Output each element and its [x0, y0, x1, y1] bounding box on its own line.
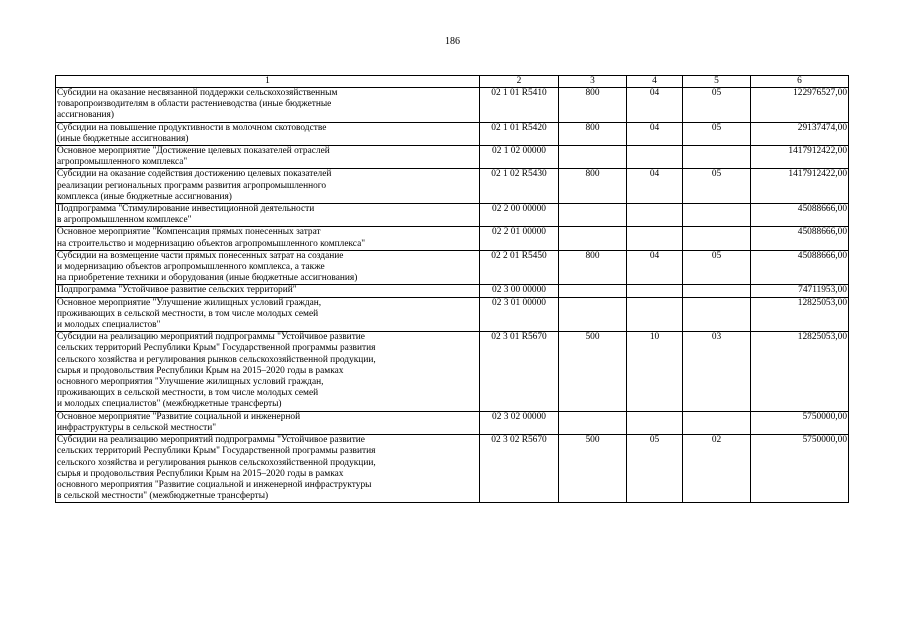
- section-cell: 10: [627, 332, 683, 411]
- subsection-cell: 05: [683, 122, 751, 145]
- column-header: 6: [751, 76, 849, 88]
- budget-code-cell: 02 1 02 00000: [480, 146, 559, 169]
- row-name-cell: Основное мероприятие "Компенсация прямых понесенных затрат на строительство и модернизацию объектов агропромышленного комплекса": [56, 227, 480, 250]
- amount-cell: 1417912422,00: [751, 146, 849, 169]
- expense-type-cell: [559, 297, 627, 332]
- budget-code-cell: 02 3 02 R5670: [480, 435, 559, 503]
- amount-cell: 12825053,00: [751, 332, 849, 411]
- amount-cell: 5750000,00: [751, 435, 849, 503]
- subsection-cell: 02: [683, 435, 751, 503]
- expense-type-cell: [559, 227, 627, 250]
- row-name-cell: Субсидии на оказание содействия достижению целевых показателей реализации региональных программ развития агропромышленного комплекса (иные бюджетные ассигнования): [56, 169, 480, 204]
- row-name-cell: Основное мероприятие "Достижение целевых показателей отраслей агропромышленного комплекса": [56, 146, 480, 169]
- row-name-cell: Подпрограмма "Стимулирование инвестиционной деятельности в агропромышленном комплексе": [56, 204, 480, 227]
- budget-code-cell: 02 2 01 00000: [480, 227, 559, 250]
- section-cell: [627, 411, 683, 434]
- section-cell: [627, 285, 683, 297]
- subsection-cell: [683, 411, 751, 434]
- budget-code-cell: 02 1 01 R5410: [480, 88, 559, 123]
- subsection-cell: 03: [683, 332, 751, 411]
- subsection-cell: 05: [683, 169, 751, 204]
- budget-code-cell: 02 3 01 R5670: [480, 332, 559, 411]
- row-name-cell: Субсидии на возмещение части прямых понесенных затрат на создание и модернизацию объектов агропромышленного комплекса, а также на приобретение техники и оборудования (иные бюджетные ассигнования): [56, 250, 480, 285]
- row-name-cell: Подпрограмма "Устойчивое развитие сельских территорий": [56, 285, 480, 297]
- section-cell: 04: [627, 169, 683, 204]
- amount-cell: 5750000,00: [751, 411, 849, 434]
- row-name-cell: Субсидии на оказание несвязанной поддержки сельскохозяйственным товаропроизводителям в области растениеводства (иные бюджетные ассигнования): [56, 88, 480, 123]
- section-cell: 04: [627, 250, 683, 285]
- subsection-cell: 05: [683, 88, 751, 123]
- expense-type-cell: 800: [559, 122, 627, 145]
- table-row: [56, 227, 849, 250]
- amount-cell: 1417912422,00: [751, 169, 849, 204]
- row-name-cell: Основное мероприятие "Улучшение жилищных условий граждан, проживающих в сельской местности, в том числе молодых семей и молодых специалистов": [56, 297, 480, 332]
- section-cell: 04: [627, 88, 683, 123]
- expense-type-cell: 500: [559, 435, 627, 503]
- table-row: [56, 250, 849, 285]
- expense-type-cell: [559, 146, 627, 169]
- section-cell: [627, 227, 683, 250]
- table-body: [56, 88, 849, 503]
- subsection-cell: [683, 204, 751, 227]
- amount-cell: 45088666,00: [751, 227, 849, 250]
- table-row: [56, 285, 849, 297]
- amount-cell: 122976527,00: [751, 88, 849, 123]
- section-cell: [627, 146, 683, 169]
- budget-table: [55, 75, 849, 503]
- budget-code-cell: 02 3 00 00000: [480, 285, 559, 297]
- expense-type-cell: [559, 204, 627, 227]
- table-row: [56, 297, 849, 332]
- column-header: 5: [683, 76, 751, 88]
- column-header: 1: [56, 76, 480, 88]
- subsection-cell: [683, 297, 751, 332]
- budget-code-cell: 02 3 02 00000: [480, 411, 559, 434]
- column-header: 2: [480, 76, 559, 88]
- amount-cell: 29137474,00: [751, 122, 849, 145]
- amount-cell: 74711953,00: [751, 285, 849, 297]
- budget-code-cell: 02 2 00 00000: [480, 204, 559, 227]
- expense-type-cell: 500: [559, 332, 627, 411]
- subsection-cell: [683, 285, 751, 297]
- section-cell: 05: [627, 435, 683, 503]
- table-row: [56, 146, 849, 169]
- amount-cell: 45088666,00: [751, 250, 849, 285]
- table-row: [56, 122, 849, 145]
- amount-cell: 12825053,00: [751, 297, 849, 332]
- subsection-cell: 05: [683, 250, 751, 285]
- row-name-cell: Субсидии на повышение продуктивности в молочном скотоводстве (иные бюджетные ассигнования): [56, 122, 480, 145]
- expense-type-cell: 800: [559, 169, 627, 204]
- column-header: 4: [627, 76, 683, 88]
- section-cell: [627, 297, 683, 332]
- expense-type-cell: 800: [559, 88, 627, 123]
- subsection-cell: [683, 227, 751, 250]
- budget-code-cell: 02 1 02 R5430: [480, 169, 559, 204]
- expense-type-cell: [559, 285, 627, 297]
- row-name-cell: Основное мероприятие "Развитие социальной и инженерной инфраструктуры в сельской местности": [56, 411, 480, 434]
- section-cell: [627, 204, 683, 227]
- table-row: [56, 169, 849, 204]
- table-row: [56, 411, 849, 434]
- table-row: [56, 435, 849, 503]
- expense-type-cell: [559, 411, 627, 434]
- subsection-cell: [683, 146, 751, 169]
- budget-code-cell: 02 3 01 00000: [480, 297, 559, 332]
- column-header: 3: [559, 76, 627, 88]
- budget-code-cell: 02 1 01 R5420: [480, 122, 559, 145]
- row-name-cell: Субсидии на реализацию мероприятий подпрограммы "Устойчивое развитие сельских территорий Республики Крым" Государственной программы развития сельского хозяйства и регулирования рынков сельскохозяйственной продукции, сырья и продовольствия Республики Крым на 2015–2020 годы в рамках основного мероприятия "Развитие социальной и инженерной инфраструктуры в сельской местности" (межбюджетные трансферты): [56, 435, 480, 503]
- budget-code-cell: 02 2 01 R5450: [480, 250, 559, 285]
- expense-type-cell: 800: [559, 250, 627, 285]
- table-row: [56, 204, 849, 227]
- table-row: [56, 332, 849, 411]
- page-number: 186: [445, 36, 460, 47]
- section-cell: 04: [627, 122, 683, 145]
- table-row: [56, 88, 849, 123]
- row-name-cell: Субсидии на реализацию мероприятий подпрограммы "Устойчивое развитие сельских территорий Республики Крым" Государственной программы развития сельского хозяйства и регулирования рынков сельскохозяйственной продукции, сырья и продовольствия Республики Крым на 2015–2020 годы в рамках основного мероприятия "Улучшение жилищных условий граждан, проживающих в сельской местности, в том числе молодых семей и молодых специалистов" (межбюджетные трансферты): [56, 332, 480, 411]
- amount-cell: 45088666,00: [751, 204, 849, 227]
- table-header-row: [56, 76, 849, 88]
